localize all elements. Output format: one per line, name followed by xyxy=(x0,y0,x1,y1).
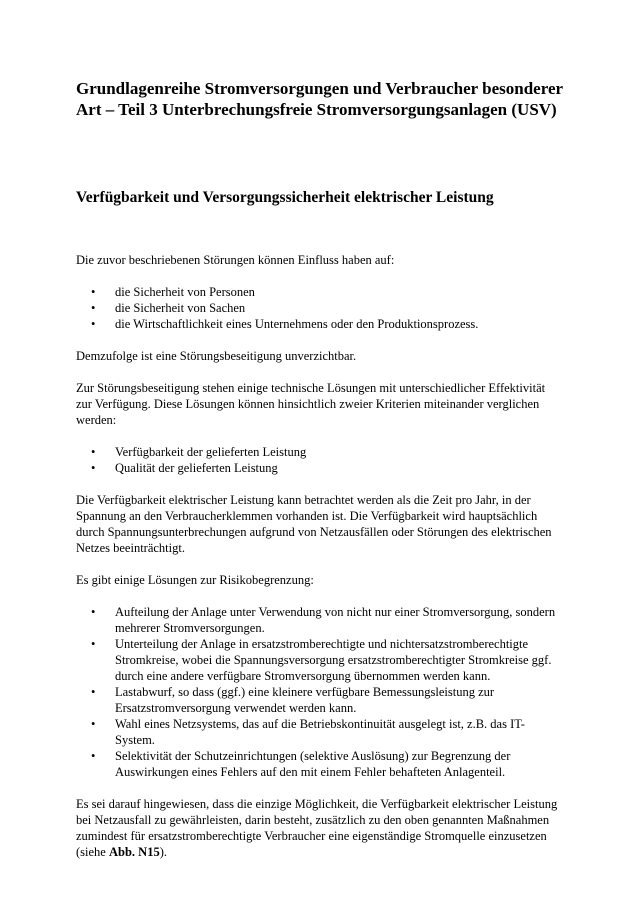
bullet-list-impacts xyxy=(76,284,561,332)
list-item: • die Sicherheit von Sachen xyxy=(91,301,246,315)
paragraph-availability: Die Verfügbarkeit elektrischer Leistung kann betrachtet werden als die Zeit pro Jahr, in der Spannung an den Verbraucherklemmen vorhanden ist. Die Verfügbarkeit wird hauptsächlich durch Spannungsunterbrechungen aufgrund von Netzausfällen oder Störungen des elektrischen Netzes beeinträchtigt. xyxy=(76,493,552,555)
bullet-icon: • xyxy=(91,285,96,299)
bullet-icon: • xyxy=(91,685,96,699)
bullet-icon: • xyxy=(91,749,96,763)
bullet-icon: • xyxy=(91,301,96,315)
paragraph-risk-intro: Es gibt einige Lösungen zur Risikobegrenzung: xyxy=(76,573,314,587)
list-item: • Wahl eines Netzsystems, das auf die Betriebskontinuität ausgelegt ist, z.B. das IT-System. xyxy=(91,717,525,747)
section-heading: Verfügbarkeit und Versorgungssicherheit elektrischer Leistung xyxy=(76,189,494,206)
bullet-icon: • xyxy=(91,717,96,731)
list-item: • Selektivität der Schutzeinrichtungen (selektive Auslösung) zur Begrenzung der Auswirkungen eines Fehlers auf den mit einem Fehler behafteten Anlagenteil. xyxy=(91,749,511,779)
list-item: • Verfügbarkeit der gelieferten Leistung xyxy=(91,445,307,459)
document-body xyxy=(76,252,561,876)
document-title: Grundlagenreihe Stromversorgungen und Verbraucher besonderer Art – Teil 3 Unterbrechungsfreie Stromversorgungsanlagen (USV) xyxy=(76,79,563,119)
bullet-icon: • xyxy=(91,461,96,475)
paragraph-intro: Die zuvor beschriebenen Störungen können Einfluss haben auf: xyxy=(76,253,395,267)
list-item: • Unterteilung der Anlage in ersatzstromberechtigte und nichtersatzstromberechtigte Stromkreise, wobei die Spannungsversorgung ersatzstromberechtigter Stromkreise ggf. durch eine andere verfügbare Stromversorgung übernommen werden kann. xyxy=(91,637,552,683)
list-item: • die Sicherheit von Personen xyxy=(91,285,255,299)
bullet-icon: • xyxy=(91,637,96,651)
paragraph-solutions: Zur Störungsbeseitigung stehen einige technische Lösungen mit unterschiedlicher Effektivität zur Verfügung. Diese Lösungen können hinsichtlich zweier Kriterien miteinander verglichen werden: xyxy=(76,381,546,427)
figure-reference: Abb. N15 xyxy=(108,845,160,859)
bullet-list-risk-measures xyxy=(76,604,561,780)
bullet-icon: • xyxy=(91,445,96,459)
bullet-list-criteria xyxy=(76,444,561,476)
list-item: • die Wirtschaftlichkeit eines Unternehmens oder den Produktionsprozess. xyxy=(91,317,479,331)
list-item: • Qualität der gelieferten Leistung xyxy=(91,461,278,475)
paragraph-consequence: Demzufolge ist eine Störungsbeseitigung unverzichtbar. xyxy=(76,349,357,363)
list-item: • Lastabwurf, so dass (ggf.) eine kleinere verfügbare Bemessungsleistung zur Ersatzstromversorgung verwendet werden kann. xyxy=(91,685,495,715)
bullet-icon: • xyxy=(91,317,96,331)
list-item: • Aufteilung der Anlage unter Verwendung von nicht nur einer Stromversorgung, sondern mehrerer Stromversorgungen. xyxy=(91,605,556,635)
bullet-icon: • xyxy=(91,605,96,619)
paragraph-conclusion: Es sei darauf hingewiesen, dass die einzige Möglichkeit, die Verfügbarkeit elektrischer Leistung bei Netzausfall zu gewährleisten, darin besteht, zusätzlich zu den oben genannten Maßnahmen zumindest für ersatzstromberechtigte Verbraucher eine eigenständige Stromquelle einzusetzen (siehe Abb. N15). xyxy=(76,797,558,859)
